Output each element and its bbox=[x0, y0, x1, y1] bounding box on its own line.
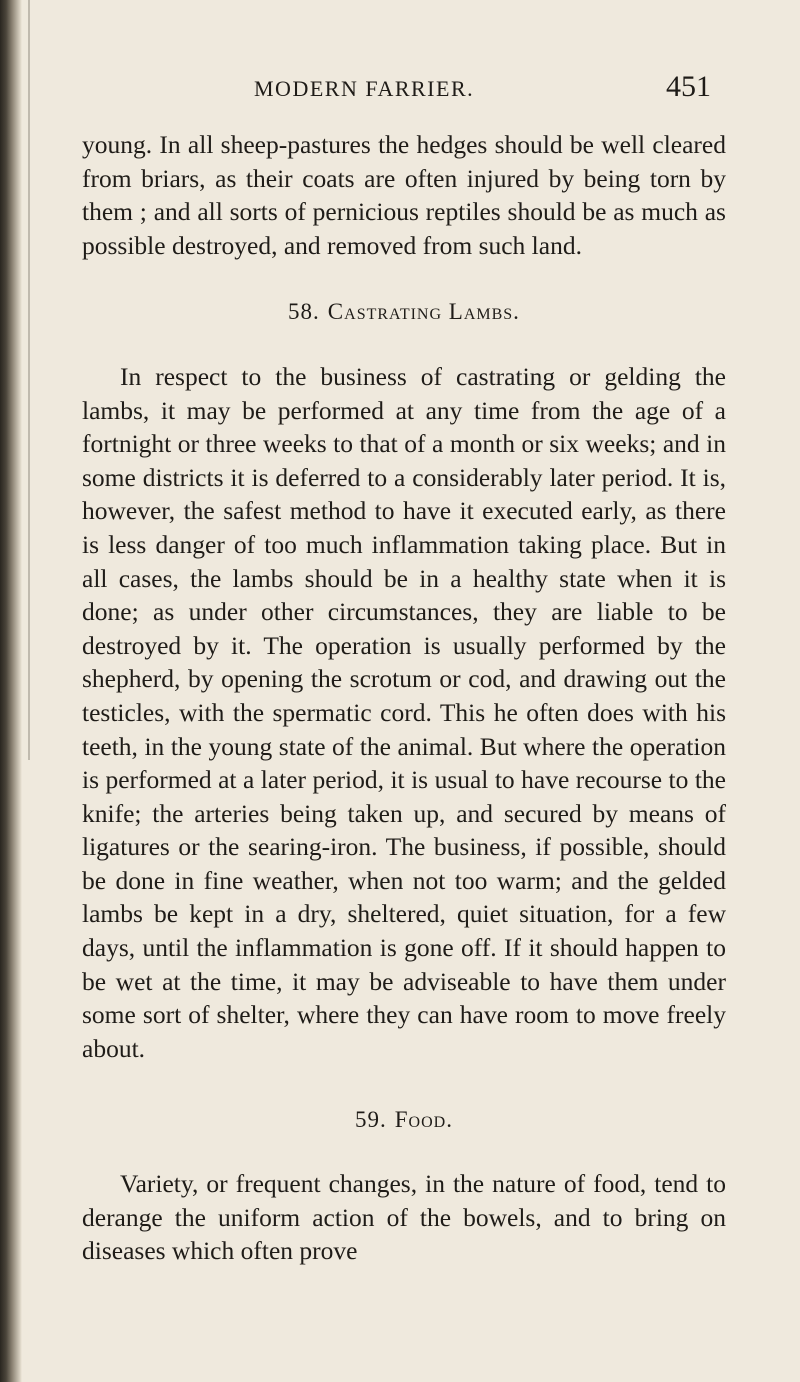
section-title: Food. bbox=[394, 1107, 453, 1133]
section-title: Castrating Lambs. bbox=[327, 299, 520, 325]
section-heading-food bbox=[82, 1103, 726, 1137]
food-paragraph: Variety, or frequent changes, in the nature of food, tend to derange the uniform action of the bowels, and to bring on diseases which often prove bbox=[82, 1169, 726, 1266]
section-heading-castrating-lambs bbox=[82, 295, 726, 329]
page-body bbox=[82, 128, 726, 1268]
running-head: MODERN FARRIER. bbox=[254, 76, 475, 101]
castrating-paragraph: In respect to the business of castrating or gelding the lambs, it may be performed at any time from the age of a fortnight or three weeks to that of a month or six weeks; and in some districts it is deferred to a considerably later period. It is, however, the safest method to have it executed early, as there is less danger of too much inflammation taking place. But in all cases, the lambs should be in a healthy state when it is done; as under other circumstances, they are liable to be destroyed by it. The operation is usually performed by the shepherd, by opening the scrotum or cod, and drawing out the testicles, with the spermatic cord. This he often does with his teeth, in the young state of the animal. But where the operation is performed at a later period, it is usual to have recourse to the knife; the arteries being taken up, and secured by means of ligatures or the searing-iron. The business, if possible, should be done in fine weather, when not too warm; and the gelded lambs be kept in a dry, sheltered, quiet situation, for a few days, until the inflammation is gone off. If it should happen to be wet at the time, it may be adviseable to have them under some sort of shelter, where they can have room to move freely about. bbox=[82, 361, 726, 1063]
page-number: 451 bbox=[666, 70, 711, 103]
section-number: 58. bbox=[288, 299, 320, 325]
continued-paragraph: young. In all sheep-pastures the hedges should be well cleared from briars, as their coats are often injured by being torn by them ; and all sorts of pernicious reptiles should be as much as possible destroyed, and removed from such land. bbox=[82, 130, 726, 260]
page-shadow-line bbox=[28, 0, 30, 760]
page-binding-edge bbox=[0, 0, 22, 1382]
section-number: 59. bbox=[355, 1107, 387, 1133]
page-header bbox=[0, 64, 800, 108]
